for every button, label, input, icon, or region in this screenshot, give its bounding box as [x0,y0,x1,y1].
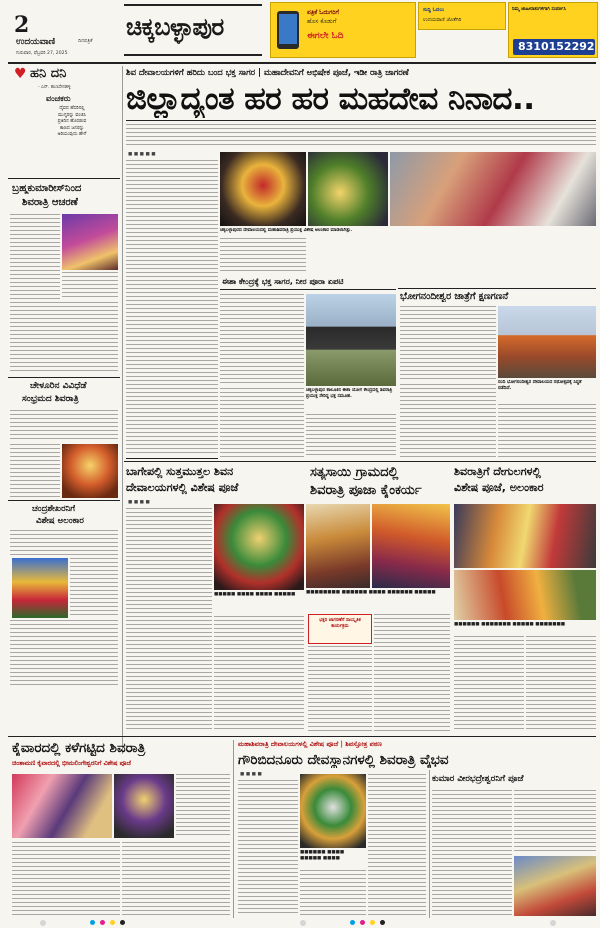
article-text [126,160,218,456]
gauri-title: ಗೌರಿಬಿದನೂರು ದೇವಸ್ಥಾನಗಳಲ್ಲಿ ಶಿವರಾತ್ರಿ ವೈಭವ [238,752,449,768]
lead-headline: ಜಿಲ್ಲಾದ್ಯಂತ ಹರ ಹರ ಮಹದೇವ ನಿನಾದ.. [126,81,535,117]
bagepalli-title: ದೇವಾಲಯಗಳಲ್ಲಿ ವಿಶೇಷ ಪೂಜೆ [126,481,239,494]
article-text [432,790,512,916]
poem-body [32,106,112,139]
boxed-note [308,614,372,644]
story-divider [126,458,218,459]
photo-kumara-temple [514,856,596,916]
ad-banner-3[interactable] [508,2,598,58]
article-text [10,214,60,300]
issue-date: ಗುರುವಾರ, ಫೆಬ್ರವರಿ 27, 2025 [16,51,68,56]
page-number: 2 [14,12,30,38]
ad3-line1: ನಿಮ್ಮ ಜಾಹೀರಾತುಗಳಿಗಾಗಿ ಸಂಪರ್ಕಿಸಿ [512,7,566,12]
photo-adiyogi-statue [306,294,396,386]
sathya-caption: ■■■■■■■■ ■■■■■■ ■■■■ ■■■■■■ ■■■■■ [306,590,436,595]
photo-temple-crowd [454,570,596,620]
sidebar-divider [8,377,120,378]
photo-temple-altar [62,444,118,498]
ad2-line2: ಉದಯವಾಣಿ ಜೊತೆಗಿರಿ [423,17,462,23]
bagepalli-title: ಬಾಗೇಪಲ್ಲಿ ಸುತ್ತಮುತ್ತಲ ಶಿವನ [126,465,234,478]
headline-rule [126,120,596,121]
lead-kicker: ಶಿವ ದೇವಾಲಯಗಳಿಗೆ ಹರಿದು ಬಂದ ಭಕ್ತ ಸಾಗರ | ಮಹಾದೇವನಿಗೆ ಅಭಿಷೇಕ ಪೂಜೆ, ಇಡೀ ರಾತ್ರಿ ಜಾಗರಣೆ [126,67,409,77]
ad1-cta: ಈಗಲೇ ಓದಿ [307,31,344,41]
photo-sathya-puja-1 [306,504,370,588]
bhoga-caption: ನಂದಿ ಭೋಗನಂದೀಶ್ವರ ದೇವಾಲಯದ ರಥೋತ್ಸವಕ್ಕೆ ಸಿದ್ಧತೆ ನಡೆದಿದೆ. [498,380,582,391]
photo-shiva-linga [62,214,118,270]
column-divider [233,740,234,918]
honey-author: - ಎನ್. ಹುಣಸೇನಹಳ್ಳಿ [38,85,71,90]
sidebar-divider [8,500,120,501]
photo-gauri-deity [300,774,366,848]
article-text [454,636,524,732]
byline: ■ ■ ■ ■ [128,500,150,505]
bottom-rule [8,736,596,737]
boxed-note-text: ಭಕ್ತರ ಜಾಗರಣೆಗೆ ಸಾಂಸ್ಕೃತಿಕ ಕಾರ್ಯಕ್ರಮ [319,618,361,629]
article-text [220,294,304,386]
article-text [368,774,426,916]
article-text [10,444,60,498]
poem-line: ದೈವದ ಹೆಸರಿನಲ್ಲಿ [59,106,85,111]
honey-column [8,66,120,178]
gauri-kicker: ಮಹಾಶಿವರಾತ್ರಿ ದೇವಾಲಯಗಳಲ್ಲಿ ವಿಶೇಷ ಪೂಜೆ | ಶಿವಸ್ತೋತ್ರ ಪಠಣ [238,740,382,748]
masthead [0,0,600,62]
article-text [514,790,596,854]
article-text [214,616,304,732]
article-text [306,414,396,458]
ad1-line2: ಹೊಸ ಕೊಡುಗೆ [307,18,337,25]
story-heading: ಬ್ರಹ್ಮಕುಮಾರೀಸ್‌ನಿಂದ [12,183,82,194]
article-text [400,384,496,458]
photo-lead-abhisheka [308,152,388,226]
section-rule [124,461,596,462]
article-text [70,558,118,618]
photo-temple-chariot [498,306,596,378]
article-text [238,780,298,916]
photo-lead-shiva-idol [220,152,306,226]
story-heading: ಚಂದ್ರಶೇಖರನಿಗೆ [32,504,76,514]
ad2-line1: ಸುದ್ದಿ ಓದಲು [423,7,445,13]
brand-name: ಉದಯವಾಣಿ [16,37,56,47]
lead-photo-caption: ಚಿಕ್ಕಬಳ್ಳಾಪುರದ ದೇವಾಲಯದಲ್ಲಿ ಮಹಾಶಿವರಾತ್ರಿ ಪ್ರಯುಕ್ತ ವಿಶೇಷ ಅಲಂಕಾರ ಮಾಡಲಾಗಿತ್ತು. [220,228,353,233]
ad1-line1: ಪತ್ರಿಕೆ ಓದುಗರಿಗೆ [307,9,340,16]
kaiwara-title: ಕೈವಾರದಲ್ಲಿ ಕಳೆಗಟ್ಟಿದ ಶಿವರಾತ್ರಿ [12,740,146,756]
honey-title: ಹನಿ ದನಿ [30,66,67,81]
bagepalli-caption: ■■■■■ ■■■■ ■■■■ ■■■■■ [214,592,296,597]
temples-title: ವಿಶೇಷ ಪೂಜೆ, ಅಲಂಕಾರ [454,481,544,494]
column-divider [429,770,430,918]
article-text [10,410,118,442]
temples-title: ಶಿವರಾತ್ರಿಗೆ ದೇಗುಲಗಳಲ್ಲಿ [454,465,541,478]
photo-temple-interior [454,504,596,568]
masthead-rule [8,62,596,64]
kaiwara-subtitle: ಚಿಂತಾಮಣಿ ಕೈವಾರದಲ್ಲಿ ಭೀಮಲಿಂಗೇಶ್ವರನಿಗೆ ವಿಶೇಷ ಪೂಜೆ [12,760,131,767]
ad-banner-1[interactable] [270,2,416,58]
poem-line: ಅರಿಯುವುದು ಹೇಗೆ [57,132,87,137]
story-divider [398,288,596,289]
photo-bagepalli-deity [214,504,304,590]
article-text [10,530,118,556]
print-registration-marks [0,918,600,928]
poem-line: ಕಾಣದ ಜನರನ್ನು [59,125,85,131]
kumara-title: ಕುಮಾರ ವೀರಭದ್ರೇಶ್ವರನಿಗೆ ಪೂಜೆ [432,774,524,784]
article-text [498,404,596,458]
photo-kaiwara-devotees [12,774,112,838]
poem-title: ವಂಚಕರು [46,94,71,103]
byline: ■ ■ ■ ■ [240,772,262,777]
article-text [400,306,496,382]
article-text [374,614,450,732]
article-text [220,238,306,272]
story-heading: ವಿಶೇಷ ಅಲಂಕಾರ [36,516,84,526]
story-heading: ಚೇಳೂರಿನ ವಿವಿಧೆಡೆ [30,381,87,391]
column-divider [122,66,123,754]
poem-line: ಮುಗ್ಧರನ್ನು ವಂಚಿಸಿ [58,112,86,118]
heart-icon: ♥ [14,66,27,82]
edition-tag: ದಿನಪತ್ರಿಕೆ [78,38,93,44]
byline: ■ ■ ■ ■ ■ [128,152,156,157]
isha-caption: ಚಿಕ್ಕಬಳ್ಳಾಪುರ ತಾಲೂಕಿನ ಈಶಾ ಯೋಗ ಕೇಂದ್ರದಲ್ಲಿ ಶಿವರಾತ್ರಿ ಪ್ರಯುಕ್ತ ಸೇರಿದ್ದ ಭಕ್ತ ಸಮೂಹ. [306,388,393,399]
temples-caption: ■■■■■■ ■■■■■■■ ■■■■■ ■■■■■■■ [454,622,565,627]
photo-kaiwara-linga [114,774,174,838]
section-title-text: ಚಿಕ್ಕಬಳ್ಳಾಪುರ [126,13,224,41]
photo-deity-decoration [12,558,68,618]
article-text [122,842,230,916]
phone-icon [277,11,299,49]
photo-lead-crowd [390,152,596,226]
sidebar-divider [8,178,120,179]
article-text [300,870,366,916]
ad-banner-2[interactable] [418,2,506,30]
sathya-title: ಶಿವರಾತ್ರಿ ಪೂಜಾ ಕೈಂಕರ್ಯ [310,483,422,498]
sathya-title: ಸತ್ಯಸಾಯಿ ಗ್ರಾಮದಲ್ಲಿ [310,465,399,480]
story-heading: ಸಂಭ್ರಮದ ಶಿವರಾತ್ರಿ [22,394,79,404]
article-text [126,508,212,732]
article-text [220,388,304,458]
article-text [176,774,230,838]
article-text [12,842,120,916]
photo-sathya-puja-2 [372,504,450,588]
isha-title: ಈಶಾ ಕೇಂದ್ರಕ್ಕೆ ಭಕ್ತ ಸಾಗರ, ನೀರ ಪೂರಾ ಏಪಟಿ [222,277,344,286]
ad3-phone: 8310152292 [518,40,595,53]
gauri-caption: ■■■■■■ ■■■■ ■■■■■ ■■■■ [300,850,345,861]
article-text [10,302,118,374]
poem-line: ಪ್ರತಿದಿನ ಹೊರಡುವ [57,119,87,124]
article-text [308,646,372,732]
article-text [526,636,596,732]
article-text [10,620,118,688]
article-text [62,272,118,300]
lead-article-text [126,124,596,148]
story-heading: ಶಿವರಾತ್ರಿ ಆಚರಣೆ [22,197,78,208]
bhoga-title: ಭೋಗನಂದೀಶ್ವರ ಜಾತ್ರೆಗೆ ಕ್ಷಣಗಣನೆ [400,291,509,302]
